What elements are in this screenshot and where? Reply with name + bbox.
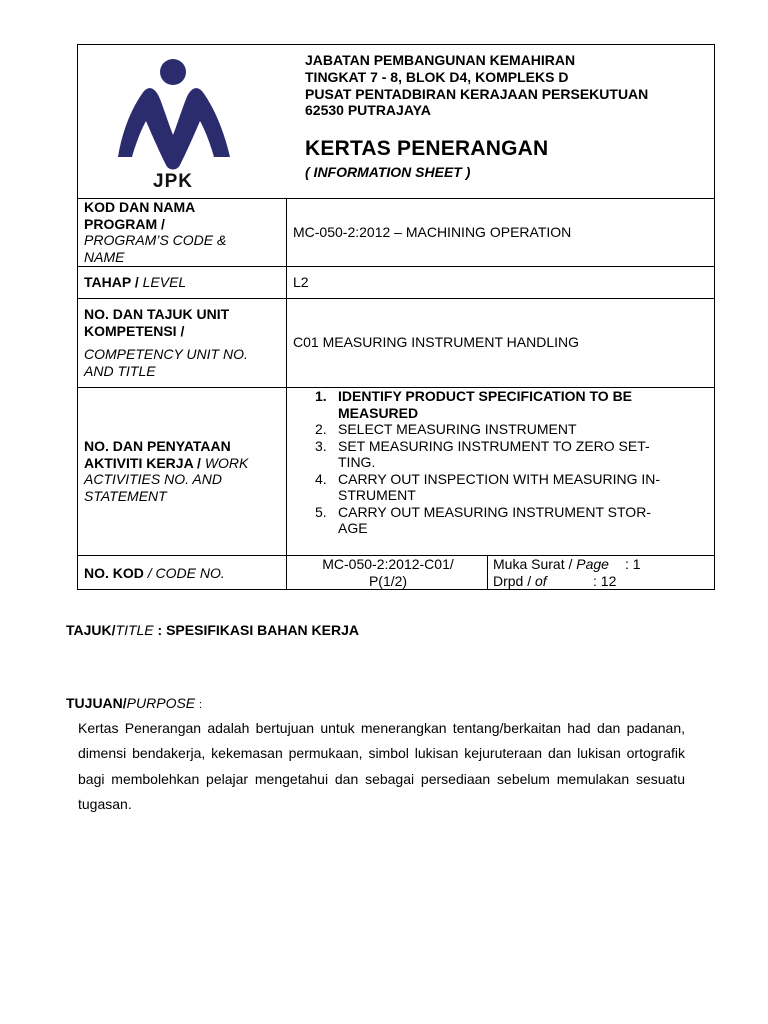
activities-label-bold: AKTIVITI KERJA / [84, 454, 201, 471]
activity-item [309, 504, 704, 537]
code-value [290, 556, 486, 589]
page-label-italic: Page [576, 556, 609, 572]
purpose-label-italic: PURPOSE [126, 695, 196, 711]
code-label-bold: NO. KOD [84, 565, 144, 581]
activity-number: 3. [315, 437, 327, 454]
activities-label-line: NO. DAN PENYATAAN [84, 438, 231, 454]
unit-label-line: NO. DAN TAJUK UNIT [84, 306, 230, 322]
activity-text: STRUMENT [338, 487, 416, 503]
logo-text: JPK [153, 171, 193, 189]
section-title [66, 622, 359, 638]
unit-value: C01 MEASURING INSTRUMENT HANDLING [293, 334, 580, 350]
code-label-italic: / CODE NO. [147, 565, 225, 581]
org-line: TINGKAT 7 - 8, BLOK D4, KOMPLEKS D [305, 68, 569, 85]
program-label [84, 199, 282, 265]
activities-label-italic: WORK [204, 454, 249, 471]
activity-text: IDENTIFY PRODUCT SPECIFICATION TO BE [338, 388, 633, 404]
document-title: KERTAS PENERANGAN [305, 137, 549, 160]
unit-label-line: COMPETENCY UNIT NO. [84, 346, 248, 362]
title-value: : SPESIFIKASI BAHAN KERJA [157, 622, 360, 638]
of-label: Drpd / [493, 572, 532, 589]
activity-number: 2. [315, 421, 327, 437]
activity-item [309, 421, 704, 438]
organisation-address [305, 52, 648, 119]
activities-list [309, 388, 704, 537]
column-divider [286, 198, 287, 590]
activity-number: 4. [315, 470, 327, 487]
page-label: Muka Surat / [493, 556, 573, 572]
activity-text: CARRY OUT INSPECTION WITH MEASURING IN- [338, 470, 661, 487]
activities-label [84, 438, 282, 504]
activity-number: 5. [315, 503, 327, 520]
jpk-logo [114, 59, 234, 189]
activities-label-line: ACTIVITIES NO. AND [84, 471, 222, 487]
total-pages: : 12 [593, 572, 617, 589]
activity-item [309, 388, 704, 421]
document-subtitle: ( INFORMATION SHEET ) [305, 164, 471, 180]
title-label-bold: TAJUK/ [66, 622, 116, 638]
activities-label-line: STATEMENT [84, 487, 167, 504]
activity-text: MEASURED [338, 404, 419, 421]
unit-label-line: KOMPETENSI / [84, 322, 185, 339]
activity-text: SET MEASURING INSTRUMENT TO ZERO SET- [338, 437, 650, 454]
title-label-italic: TITLE [115, 622, 154, 638]
activity-item [309, 471, 704, 504]
activity-number: 1. [315, 388, 327, 404]
column-divider [487, 555, 488, 590]
code-value-line: P(1/2) [368, 572, 408, 589]
information-sheet-header-table [77, 44, 715, 590]
code-label [84, 565, 225, 582]
page-number: : 1 [625, 556, 641, 572]
org-line: PUSAT PENTADBIRAN KERAJAAN PERSEKUTUAN [305, 85, 649, 102]
level-label-bold: TAHAP / [84, 274, 139, 290]
unit-label [84, 306, 282, 379]
purpose-colon: : [199, 699, 203, 711]
code-value-line: MC-050-2:2012-C01/ [322, 556, 454, 572]
activity-text: AGE [338, 520, 368, 536]
activity-text: CARRY OUT MEASURING INSTRUMENT STOR- [338, 503, 651, 520]
org-line: 62530 PUTRAJAYA [305, 102, 431, 119]
purpose-label-bold: TUJUAN/ [66, 695, 127, 711]
program-label-line: PROGRAM / [84, 215, 165, 232]
program-label-line: PROGRAM’S CODE & [84, 232, 227, 248]
activity-item [309, 438, 704, 471]
page-info [493, 556, 713, 589]
level-value: L2 [293, 274, 309, 290]
activity-text: SELECT MEASURING INSTRUMENT [338, 421, 577, 437]
row-divider [78, 266, 714, 267]
purpose-heading [66, 695, 202, 711]
program-label-line: KOD DAN NAMA [84, 199, 196, 215]
org-line: JABATAN PEMBANGUNAN KEMAHIRAN [305, 52, 576, 68]
activity-text: TING. [338, 454, 376, 470]
of-label-italic: of [535, 572, 547, 589]
purpose-paragraph: Kertas Penerangan adalah bertujuan untuk menerangkan tentang/berkaitan had dan padanan, dimensi bendakerja, kekemasan permukaan, simbol lukisan kejuruteraan dan lukisan ortografik bagi membolehkan pelajar mengetahui dan sebagai persediaan sebelum memulakan sesuatu tugasan. [78, 720, 685, 813]
level-label [84, 274, 186, 291]
unit-label-line: AND TITLE [84, 362, 156, 379]
program-label-line: NAME [84, 248, 125, 265]
row-divider [78, 298, 714, 299]
level-label-italic: LEVEL [142, 274, 187, 290]
program-value: MC-050-2:2012 – MACHINING OPERATION [293, 224, 572, 240]
